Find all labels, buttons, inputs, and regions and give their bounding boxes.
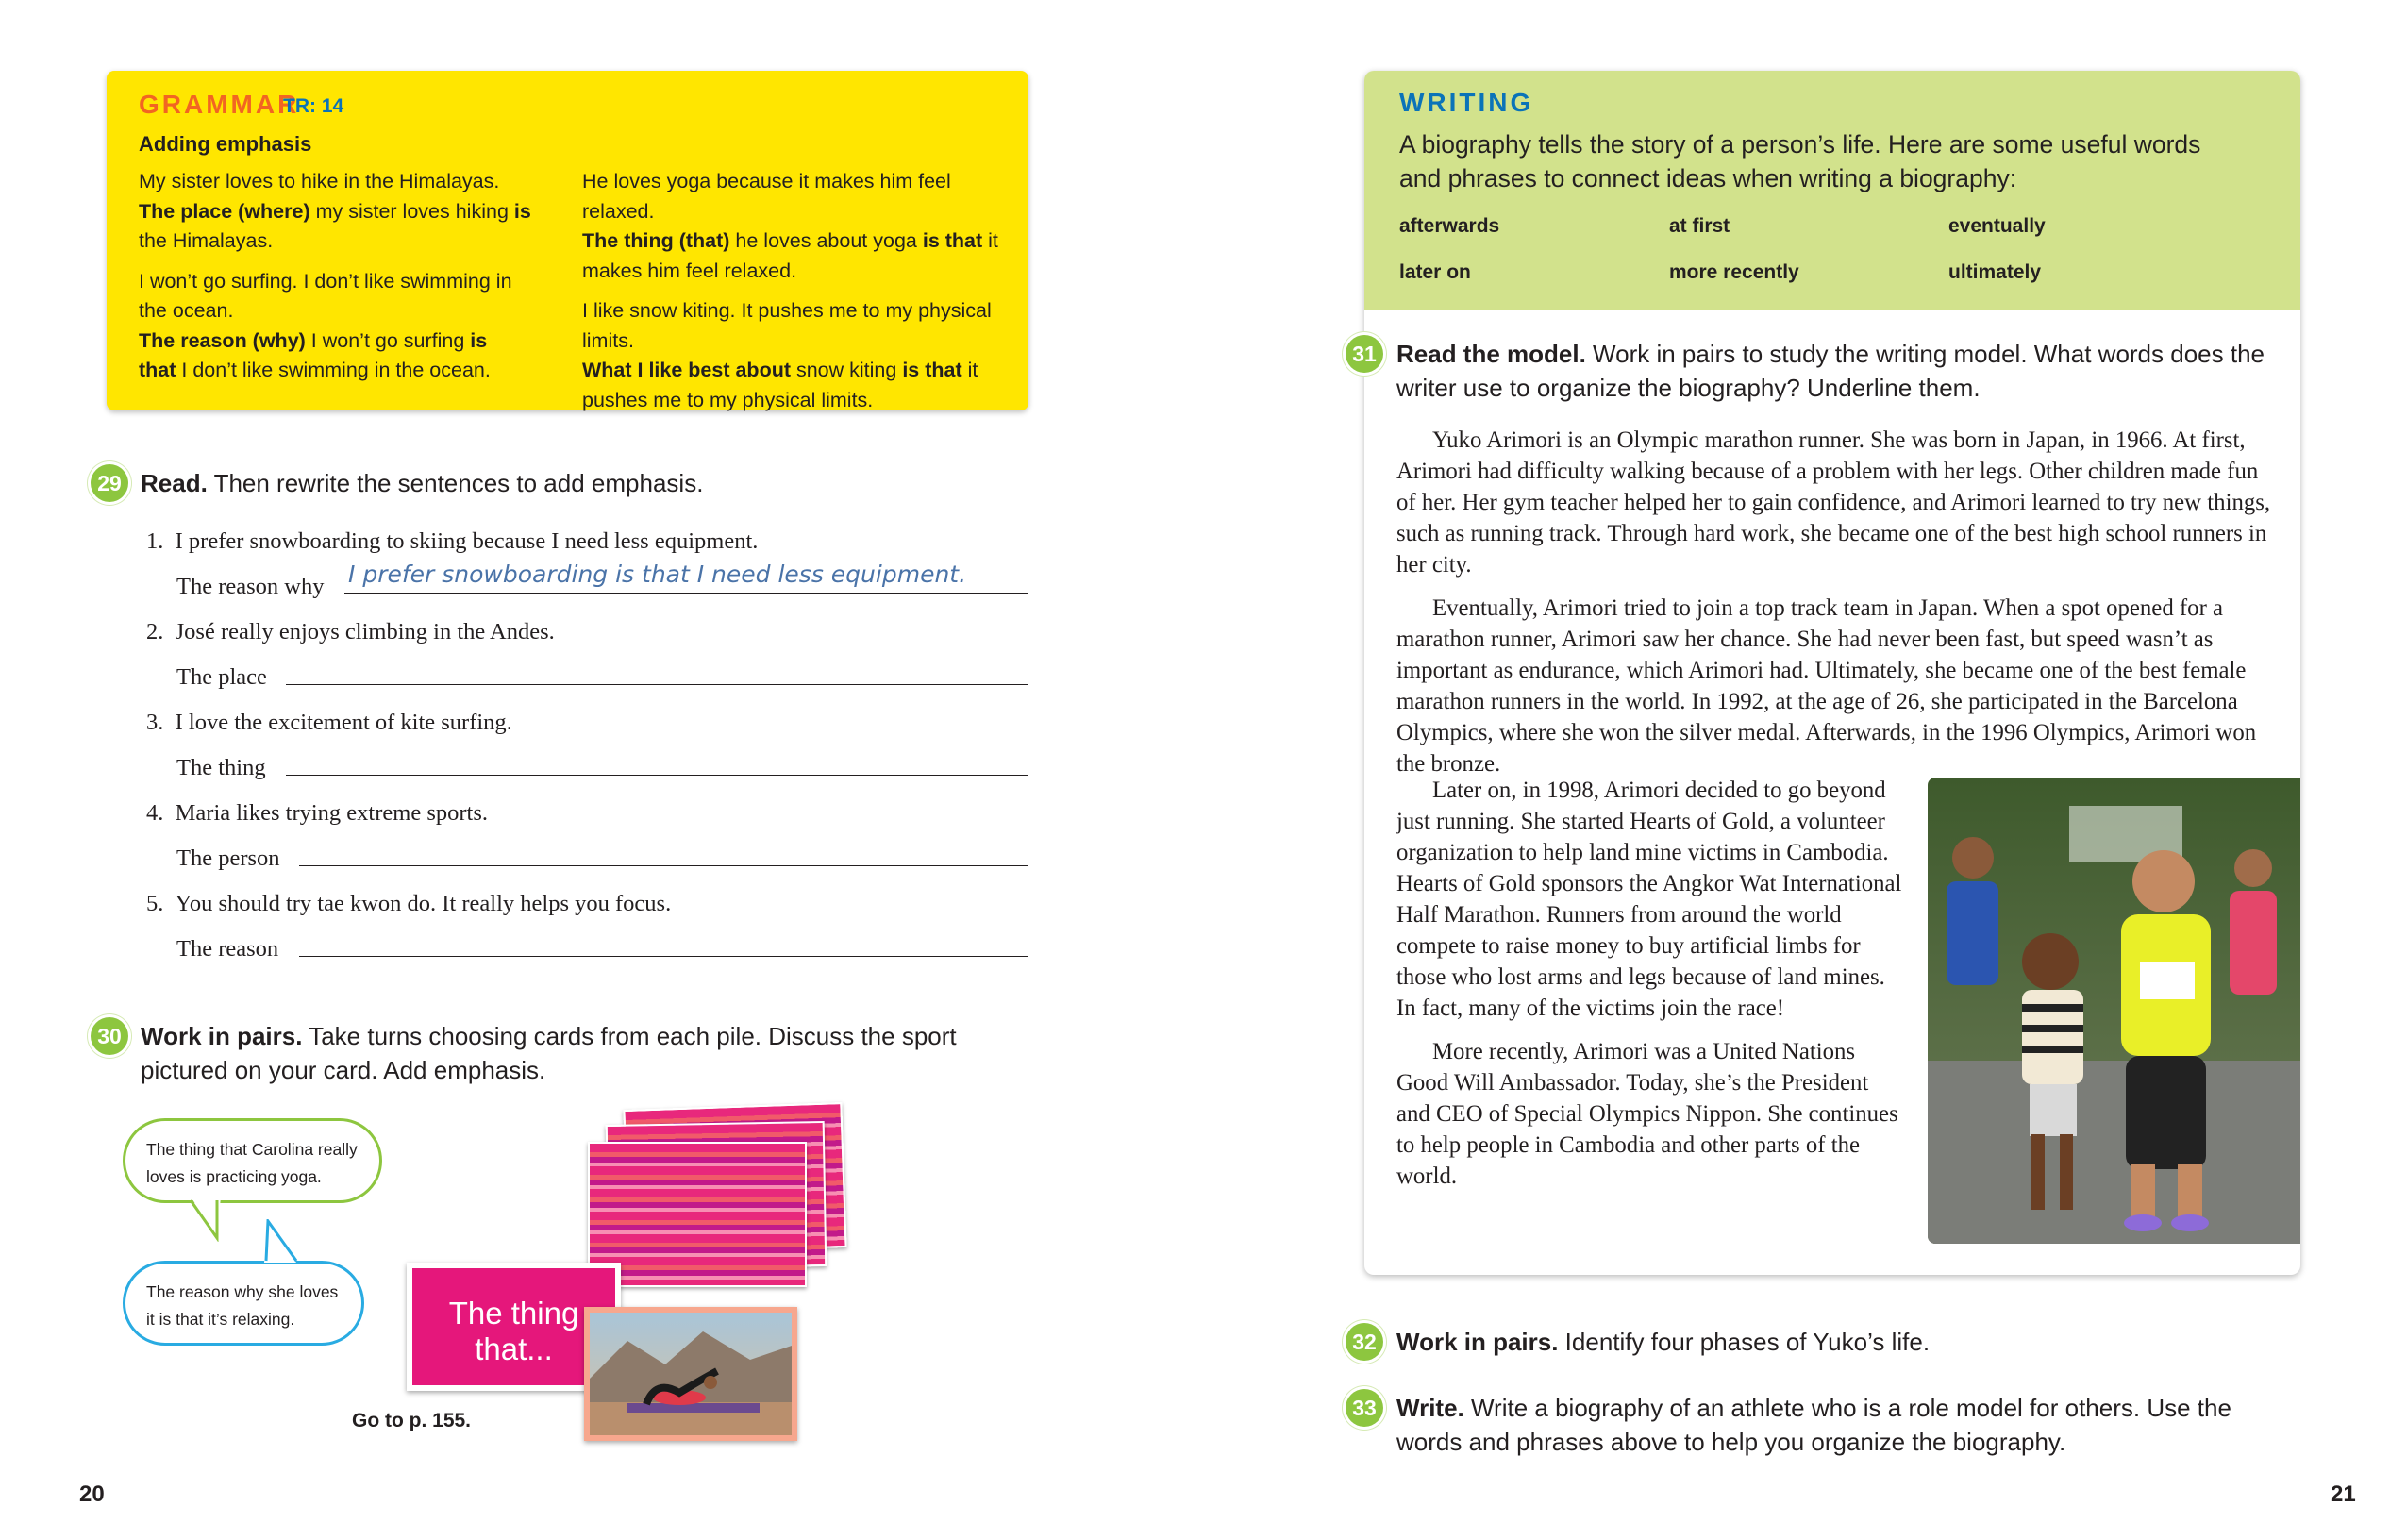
track-number[interactable]: TR: 14: [283, 95, 344, 117]
answer-field[interactable]: [286, 658, 1028, 685]
sentence-lead: The reason why: [176, 574, 325, 599]
answer-field[interactable]: [299, 839, 1028, 866]
writing-header: [1364, 71, 2300, 310]
yoga-photo: [590, 1313, 792, 1435]
bubble-tail-blue: [255, 1219, 302, 1266]
bubble-tail-green: [189, 1197, 226, 1242]
vocab-word: at first: [1669, 215, 1730, 237]
vocab-word: afterwards: [1399, 215, 1500, 237]
exercise-29-instructions: Read. Then rewrite the sentences to add emphasis.: [141, 469, 704, 497]
sentence-lead: The place: [176, 664, 267, 690]
model-paragraph: More recently, Arimori was a United Nations Good Will Ambassador. Today, she’s the President and CEO of Special Olympics Nippon. She continues to help people in Cambodia and other parts of the world.: [1396, 1039, 1898, 1189]
list-item: 1. I prefer snowboarding to skiing because I need less equipment.: [146, 528, 759, 554]
answer-field[interactable]: [286, 748, 1028, 776]
sentence-lead: The thing: [176, 755, 266, 780]
model-paragraph: Later on, in 1998, Arimori decided to go beyond just running. She started Hearts of Gold, a volunteer organization to help land mine victims in Cambodia. Hearts of Gold sponsors the Angkor Wat International Half Marathon. Runners from around the world compete to raise money to buy artificial limbs for those who lost arms and legs because of land mines. In fact, many of the victims join the race!: [1396, 778, 1902, 1021]
exercise-number-30: 30: [91, 1017, 128, 1055]
sentence-lead: The reason: [176, 936, 279, 962]
exercise-number-29: 29: [91, 464, 128, 502]
vocab-word: ultimately: [1948, 261, 2042, 283]
grammar-example: He loves yoga because it makes him feel relaxed. The thing (that) he loves about yoga is that it makes him feel relaxed.: [582, 170, 998, 282]
vocab-word: eventually: [1948, 215, 2046, 237]
grammar-title: GRAMMAR: [139, 90, 300, 119]
grammar-example: I like snow kiting. It pushes me to my physical limits. What I like best about snow kiting is that it pushes me to my physical limits.: [582, 299, 992, 411]
model-text: [1396, 425, 2279, 792]
writing-box: [1364, 71, 2300, 1275]
grammar-box: [107, 71, 1028, 410]
sentence-lead: The person: [176, 845, 280, 871]
list-item: 3. I love the excitement of kite surfing.: [146, 710, 512, 735]
model-paragraph: Eventually, Arimori tried to join a top track team in Japan. When a spot opened for a marathon runner, Arimori saw her chance. She had never been fast, but speed wasn’t as important as endurance, which Arimori had. Ultimately, she became one of the best female marathon runners in the world. In 1992, at the age of 26, she participated in the Barcelona Olympics, where she won the silver medal. Afterwards, in the 1996 Olympics, Arimori won the bronze.: [1396, 595, 2257, 777]
bubble-text: The reason why she loves it is that it’s relaxing.: [146, 1282, 339, 1329]
vocab-word: later on: [1399, 261, 1471, 283]
grammar-right-column: [582, 167, 1011, 426]
answer-field[interactable]: [344, 561, 1028, 594]
writing-intro: A biography tells the story of a person’s life. Here are some useful words and phrases to connect ideas when writing a biography:: [1399, 130, 2201, 192]
marathon-photo: [1928, 778, 2300, 1244]
list-item: 5. You should try tae kwon do. It really helps you focus.: [146, 891, 672, 916]
page-number-left: 20: [79, 1481, 105, 1507]
exercise-number-31: 31: [1346, 335, 1383, 373]
yoga-photo-card[interactable]: [584, 1307, 797, 1441]
exercise-31-instructions: Read the model. Work in pairs to study the writing model. What words does the writer use to organize the biography? Underline them.: [1396, 340, 2265, 402]
exercise-number-33: 33: [1346, 1389, 1383, 1427]
speech-bubble-green: [123, 1118, 382, 1203]
handwritten-answer: I prefer snowboarding is that I need less equipment.: [348, 561, 967, 588]
page-number-right: 21: [2331, 1481, 2356, 1507]
writing-title: WRITING: [1399, 88, 1534, 117]
model-text-wrapped: [1396, 775, 1906, 1204]
exercise-32-instructions: Work in pairs. Identify four phases of Yuko’s life.: [1396, 1328, 1931, 1356]
answer-field[interactable]: [299, 929, 1028, 957]
speech-bubble-blue: [123, 1261, 364, 1346]
grammar-left-column: [139, 167, 544, 396]
bubble-text: The thing that Carolina really loves is practicing yoga.: [146, 1140, 358, 1186]
grammar-subtitle: Adding emphasis: [139, 132, 312, 156]
grammar-example: I won’t go surfing. I don’t like swimming in the ocean. The reason (why) I won’t go surfing is that I don’t like swimming in the ocean.: [139, 269, 512, 381]
go-to-page-link[interactable]: Go to p. 155.: [352, 1410, 472, 1431]
card-text: The thing that...: [448, 1296, 579, 1366]
list-item: 2. José really enjoys climbing in the Andes.: [146, 619, 555, 644]
model-paragraph: Yuko Arimori is an Olympic marathon runner. She was born in Japan, in 1966. At first, Arimori had difficulty walking because of a problem with her legs. Other children made fun of her. Her gym teacher helped her to gain confidence, and Arimori learned to try new things, such as running track. Through hard work, she became one of the best high school runners in her city.: [1396, 427, 2271, 578]
runner-photo: [1928, 778, 2300, 1244]
exercise-33-instructions: Write. Write a biography of an athlete who is a role model for others. Use the words and phrases above to help you organize the biography.: [1396, 1394, 2231, 1456]
vocab-word: more recently: [1669, 261, 1799, 283]
exercise-number-32: 32: [1346, 1323, 1383, 1361]
grammar-example: My sister loves to hike in the Himalayas. The place (where) my sister loves hiking is the Himalayas.: [139, 170, 531, 252]
list-item: 4. Maria likes trying extreme sports.: [146, 800, 488, 826]
exercise-30-instructions: Work in pairs. Take turns choosing cards from each pile. Discuss the sport pictured on your card. Add emphasis.: [141, 1022, 957, 1084]
